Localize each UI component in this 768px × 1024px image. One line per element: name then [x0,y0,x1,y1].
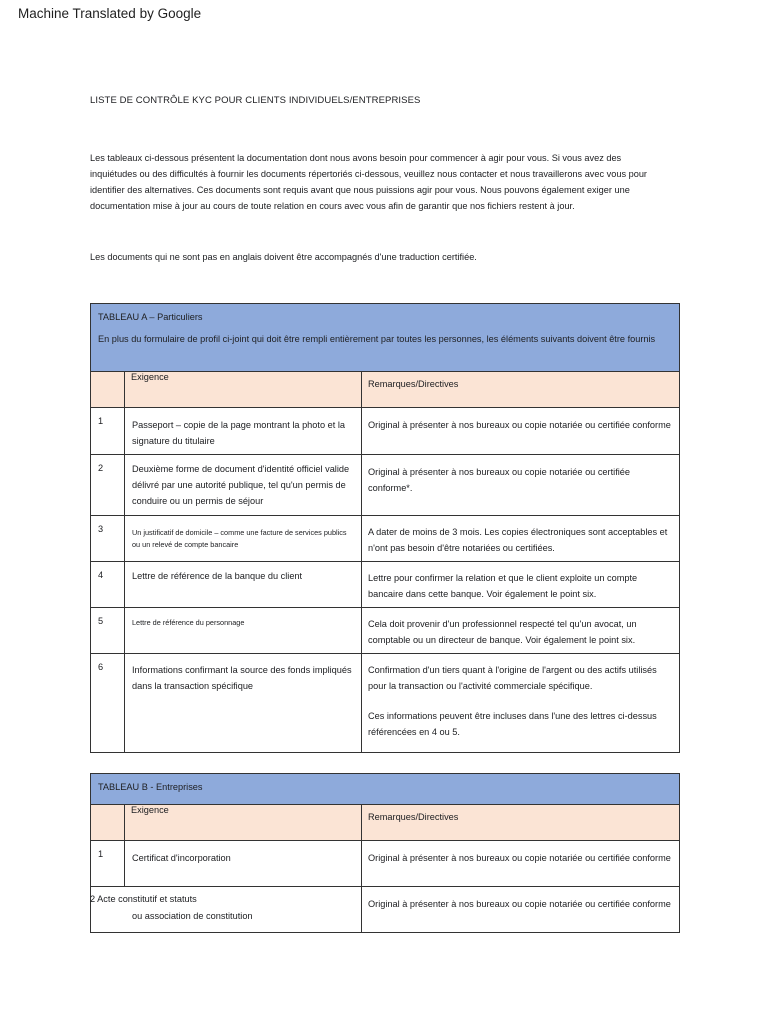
row-requirement: Certificat d'incorporation [125,841,362,887]
column-header-remarks: Remarques/Directives [362,372,680,408]
row-remarks: Original à présenter à nos bureaux ou copie notariée ou certifiée conforme*. [362,455,680,516]
table-a-title: TABLEAU A – Particuliers [98,312,203,322]
header-num-cell [91,805,125,841]
row-number: 1 [91,841,125,887]
row-requirement-line-2: ou association de constitution [132,911,253,921]
row-requirement: Deuxième forme de document d'identité officiel valide délivré par une autorité publique, tel qu'un permis de conduire ou un permis de séjour [125,455,362,516]
table-row [91,562,680,608]
row-remarks: Cela doit provenir d'un professionnel respecté tel qu'un avocat, un comptable ou un directeur de banque. Voir également le point six. [362,608,680,654]
header-num-cell [91,372,125,408]
row-remarks [362,654,680,753]
column-header-requirement: Exigence [125,805,362,841]
row-number: 2 [91,455,125,516]
row-requirement [91,887,362,933]
row-requirement: Un justificatif de domicile – comme une facture de services publics ou un relevé de compte bancaire [125,516,362,562]
row-remarks: Original à présenter à nos bureaux ou copie notariée ou certifiée conforme [362,408,680,455]
table-a-individuals [90,303,680,753]
table-b-header [91,774,680,805]
table-row [91,516,680,562]
row-requirement: Informations confirmant la source des fonds impliqués dans la transaction spécifique [125,654,362,753]
table-row [91,654,680,753]
row-remarks: Original à présenter à nos bureaux ou copie notariée ou certifiée conforme [362,887,680,933]
column-header-remarks: Remarques/Directives [362,805,680,841]
row-requirement: Lettre de référence du personnage [125,608,362,654]
table-b-companies [90,773,680,933]
row-requirement-line-1: Acte constitutif et statuts [97,894,197,904]
table-row [91,887,680,933]
translation-note: Les documents qui ne sont pas en anglais doivent être accompagnés d'une traduction certifiée. [90,252,477,262]
row-remarks-part-1: Confirmation d'un tiers quant à l'origine de l'argent ou des actifs utilisés pour la transaction ou l'activité commerciale spécifique. [368,665,657,691]
row-number: 3 [91,516,125,562]
document-title: LISTE DE CONTRÔLE KYC POUR CLIENTS INDIVIDUELS/ENTREPRISES [90,95,421,106]
row-remarks: Original à présenter à nos bureaux ou copie notariée ou certifiée conforme [362,841,680,887]
column-header-requirement: Exigence [125,372,362,408]
table-b-title: TABLEAU B - Entreprises [98,782,203,792]
row-requirement: Lettre de référence de la banque du client [125,562,362,608]
row-number: 4 [91,562,125,608]
machine-translation-banner: Machine Translated by Google [18,6,202,21]
table-row [91,608,680,654]
table-a-header [91,304,680,372]
row-number: 6 [91,654,125,753]
row-requirement: Passeport – copie de la page montrant la photo et la signature du titulaire [125,408,362,455]
row-remarks-part-2: Ces informations peuvent être incluses dans l'une des lettres ci-dessus référencées en 4 ou 5. [368,711,657,737]
row-number: 1 [91,408,125,455]
row-remarks: Lettre pour confirmer la relation et que le client exploite un compte bancaire dans cette banque. Voir également le point six. [362,562,680,608]
table-row [91,408,680,455]
table-row [91,841,680,887]
row-number: 5 [91,608,125,654]
intro-paragraph: Les tableaux ci-dessous présentent la documentation dont nous avons besoin pour commencer à agir pour vous. Si vous avez des inquiétudes ou des difficultés à fournir les documents répertoriés ci-dessous, veuillez nous contacter et nous travaillerons avec vous pour identifier des alternatives. Ces documents sont requis avant que nous puissions agir pour vous. Nous pouvons également exiger une documentation mise à jour au cours de toute relation en cours avec vous afin de garantir que nos fichiers restent à jour. [90,153,647,211]
table-row [91,455,680,516]
row-number: 2 [90,894,96,904]
row-remarks: A dater de moins de 3 mois. Les copies électroniques sont acceptables et n'ont pas besoin d'être notariées ou certifiées. [362,516,680,562]
table-a-subtitle: En plus du formulaire de profil ci-joint qui doit être rempli entièrement par toutes les personnes, les éléments suivants doivent être fournis [98,334,656,344]
